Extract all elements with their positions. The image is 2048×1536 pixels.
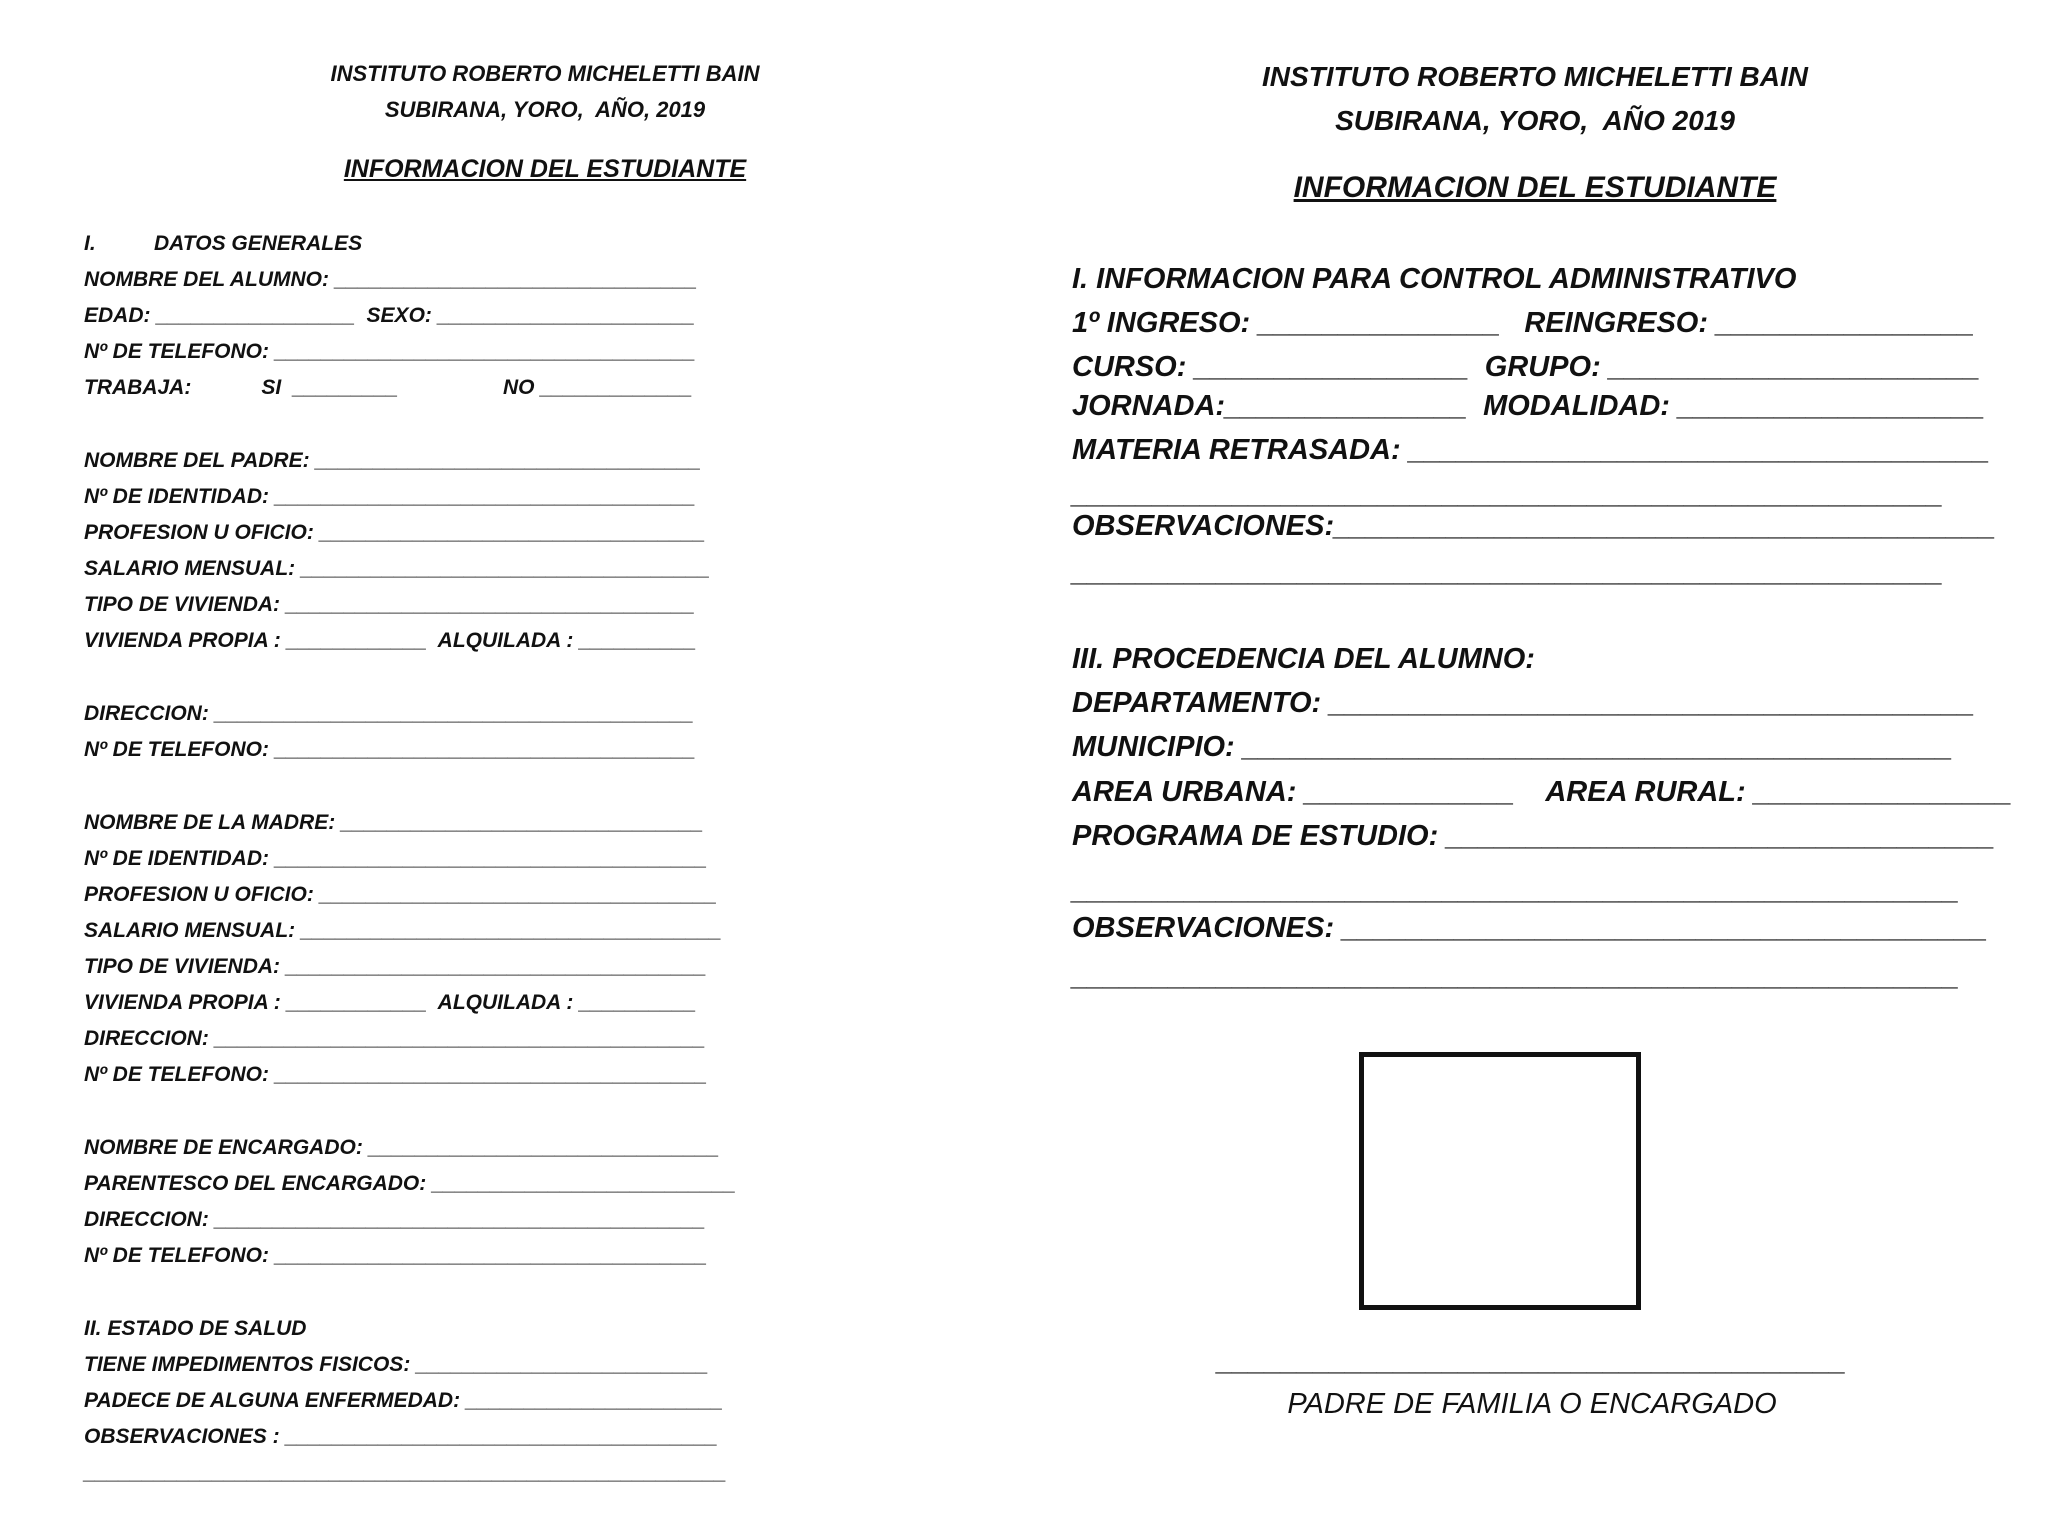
field-vivienda-padre: TIPO DE VIVIENDA: ___________________________________	[84, 593, 695, 616]
field-direccion-encargado: DIRECCION: __________________________________________	[84, 1208, 706, 1231]
field-observaciones-procedencia: OBSERVACIONES: ________________________________________	[1072, 912, 1988, 944]
field-edad-sexo: EDAD: _________________ SEXO: ______________________	[84, 304, 695, 327]
field-observaciones-admin-extra: ______________________________________________________	[1072, 556, 1943, 588]
right-form-title: INFORMACION DEL ESTUDIANTE	[1293, 171, 1777, 204]
field-curso-grupo: CURSO: _________________ GRUPO: _______________________	[1072, 351, 1980, 383]
field-telefono-alumno: Nº DE TELEFONO: ____________________________________	[84, 340, 696, 363]
field-nombre-alumno: NOMBRE DEL ALUMNO: _______________________________	[84, 268, 697, 291]
field-vivienda-madre: TIPO DE VIVIENDA: ____________________________________	[84, 955, 707, 978]
photo-box	[1359, 1052, 1641, 1310]
section-procedencia: III. PROCEDENCIA DEL ALUMNO:	[1072, 643, 1535, 675]
signature-label: PADRE DE FAMILIA O ENCARGADO	[1287, 1388, 1777, 1420]
field-observaciones-salud-extra: _______________________________________________________	[84, 1461, 727, 1484]
field-salario-padre: SALARIO MENSUAL: ___________________________________	[84, 557, 710, 580]
field-direccion-madre: DIRECCION: __________________________________________	[84, 1027, 706, 1050]
field-nombre-madre: NOMBRE DE LA MADRE: _______________________________	[84, 811, 704, 834]
field-nombre-encargado: NOMBRE DE ENCARGADO: ______________________________	[84, 1136, 720, 1159]
left-school-name: INSTITUTO ROBERTO MICHELETTI BAIN	[330, 61, 760, 86]
field-programa-estudio-extra: _______________________________________________________	[1072, 874, 1960, 906]
field-observaciones-salud: OBSERVACIONES : _____________________________________	[84, 1425, 718, 1448]
field-municipio: MUNICIPIO: ____________________________________________	[1072, 731, 1953, 763]
field-profesion-madre: PROFESION U OFICIO: __________________________________	[84, 883, 717, 906]
field-materia-retrasada: MATERIA RETRASADA: ____________________________________	[1072, 434, 1990, 466]
field-jornada-modalidad: JORNADA:_______________ MODALIDAD: ___________________	[1072, 390, 1985, 422]
section-estado-salud: II. ESTADO DE SALUD	[84, 1317, 307, 1340]
field-area-urbana-rural: AREA URBANA: _____________ AREA RURAL: ________________	[1072, 776, 2012, 808]
field-telefono-padre: Nº DE TELEFONO: ____________________________________	[84, 738, 696, 761]
field-impedimentos: TIENE IMPEDIMENTOS FISICOS: _________________________	[84, 1353, 709, 1376]
field-departamento: DEPARTAMENTO: ________________________________________	[1072, 687, 1975, 719]
field-telefono-madre: Nº DE TELEFONO: _____________________________________	[84, 1063, 707, 1086]
field-trabaja: TRABAJA: SI _________ NO _____________	[84, 376, 693, 399]
field-direccion-padre: DIRECCION: _________________________________________	[84, 702, 694, 725]
field-programa-estudio: PROGRAMA DE ESTUDIO: __________________________________	[1072, 820, 1995, 852]
right-location-year: SUBIRANA, YORO, AÑO 2019	[1335, 105, 1735, 136]
field-nombre-padre: NOMBRE DEL PADRE: _________________________________	[84, 449, 701, 472]
field-identidad-padre: Nº DE IDENTIDAD: ____________________________________	[84, 485, 696, 508]
field-parentesco-encargado: PARENTESCO DEL ENCARGADO: __________________________	[84, 1172, 736, 1195]
section-datos-generales: I. DATOS GENERALES	[84, 232, 363, 255]
field-observaciones-admin: OBSERVACIONES:_________________________________________	[1072, 510, 1996, 542]
field-propia-alquilada-madre: VIVIENDA PROPIA : ____________ ALQUILADA : __________	[84, 991, 697, 1014]
signature-line: _______________________________________	[1217, 1345, 1847, 1377]
field-identidad-madre: Nº DE IDENTIDAD: _____________________________________	[84, 847, 707, 870]
field-materia-retrasada-extra: ______________________________________________________	[1072, 478, 1943, 510]
left-location-year: SUBIRANA, YORO, AÑO, 2019	[384, 97, 706, 122]
field-enfermedad: PADECE DE ALGUNA ENFERMEDAD: ______________________	[84, 1389, 723, 1412]
field-salario-madre: SALARIO MENSUAL: ____________________________________	[84, 919, 722, 942]
field-profesion-padre: PROFESION U OFICIO: _________________________________	[84, 521, 706, 544]
field-telefono-encargado: Nº DE TELEFONO: _____________________________________	[84, 1244, 707, 1267]
field-propia-alquilada-padre: VIVIENDA PROPIA : ____________ ALQUILADA : __________	[84, 629, 697, 652]
field-ingreso-reingreso: 1º INGRESO: _______________ REINGRESO: ________________	[1072, 307, 1975, 339]
left-form-title: INFORMACION DEL ESTUDIANTE	[343, 155, 747, 183]
field-observaciones-procedencia-extra: _______________________________________________________	[1072, 960, 1960, 992]
section-control-administrativo: I. INFORMACION PARA CONTROL ADMINISTRATIVO	[1072, 263, 1797, 295]
right-school-name: INSTITUTO ROBERTO MICHELETTI BAIN	[1261, 61, 1808, 92]
